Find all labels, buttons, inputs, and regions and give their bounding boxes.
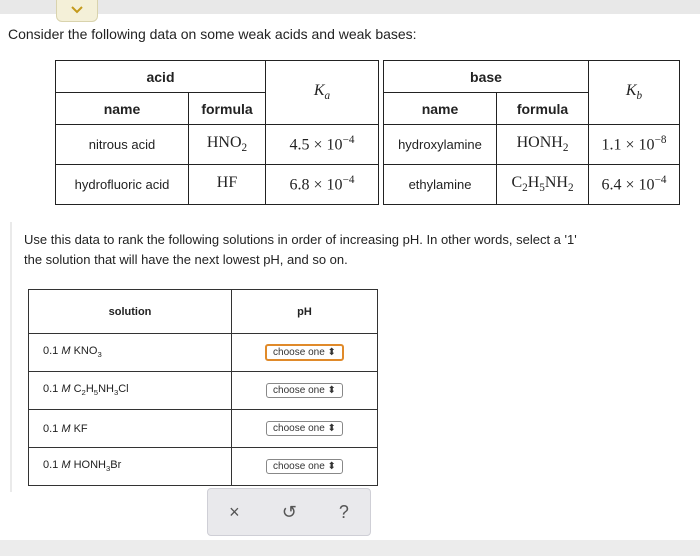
ka-header: $K_a$ (266, 61, 379, 125)
acid-formula-header: formula (189, 93, 266, 125)
base-formula: $C_2H_5NH_2$ (497, 165, 589, 205)
kb-header: $K_b$ (589, 61, 680, 125)
intro-text: Consider the following data on some weak acids and weak bases: (8, 26, 417, 42)
ph-select[interactable]: choose one ⬍ (266, 383, 343, 398)
ph-cell (232, 410, 378, 448)
bottom-bar (0, 540, 700, 556)
instructions-line: Use this data to rank the following solutions in order of increasing pH. In other words, select a '1' (24, 232, 577, 247)
base-name: hydroxylamine (384, 125, 497, 165)
base-name-header: name (384, 93, 497, 125)
base-table (383, 60, 680, 205)
chevron-down-icon (70, 5, 84, 15)
left-rule (10, 222, 12, 492)
ph-select[interactable]: choose one ⬍ (266, 459, 343, 474)
updown-arrows-icon: ⬍ (327, 461, 336, 472)
base-formula-header: formula (497, 93, 589, 125)
acid-table (55, 60, 379, 205)
instructions-line: the solution that will have the next lowest pH, and so on. (24, 252, 348, 267)
ph-header: pH (232, 290, 378, 334)
help-icon[interactable]: ? (338, 501, 349, 522)
solution-header: solution (29, 290, 232, 334)
acid-name: nitrous acid (56, 125, 189, 165)
acid-group-header: acid (56, 61, 266, 93)
ph-cell (232, 334, 378, 372)
base-kb: $1.1 \times 10^{-8}$ (589, 125, 680, 165)
solution-cell: 0.1 M $HONH_3Br$ (29, 448, 232, 486)
ph-select[interactable]: choose one ⬍ (265, 344, 344, 361)
updown-arrows-icon: ⬍ (327, 347, 336, 358)
table-row (29, 410, 378, 448)
instructions (24, 230, 577, 270)
ph-cell (232, 372, 378, 410)
solution-cell: 0.1 M $KNO_3$ (29, 334, 232, 372)
solution-cell: 0.1 M KF (29, 410, 232, 448)
collapse-tab[interactable] (56, 0, 98, 22)
table-row (29, 372, 378, 410)
base-formula: $HONH_2$ (497, 125, 589, 165)
acid-formula: $HNO_2$ (189, 125, 266, 165)
undo-icon[interactable]: ↺ (281, 501, 297, 522)
acid-name: hydrofluoric acid (56, 165, 189, 205)
base-group-header: base (384, 61, 589, 93)
ph-cell (232, 448, 378, 486)
updown-arrows-icon: ⬍ (327, 385, 336, 396)
base-kb: $6.4 \times 10^{-4}$ (589, 165, 680, 205)
acid-formula: HF (189, 165, 266, 205)
acid-ka: $4.5 \times 10^{-4}$ (266, 125, 379, 165)
base-name: ethylamine (384, 165, 497, 205)
table-row (29, 334, 378, 372)
ph-select[interactable]: choose one ⬍ (266, 421, 343, 436)
table-row (29, 448, 378, 486)
top-bar (0, 0, 700, 14)
acid-name-header: name (56, 93, 189, 125)
solution-cell: 0.1 M $C_2H_5NH_3Cl$ (29, 372, 232, 410)
ranking-table (28, 289, 378, 486)
acid-ka: $6.8 \times 10^{-4}$ (266, 165, 379, 205)
action-bar (207, 488, 371, 536)
close-icon[interactable]: × (229, 501, 240, 522)
updown-arrows-icon: ⬍ (327, 423, 336, 434)
